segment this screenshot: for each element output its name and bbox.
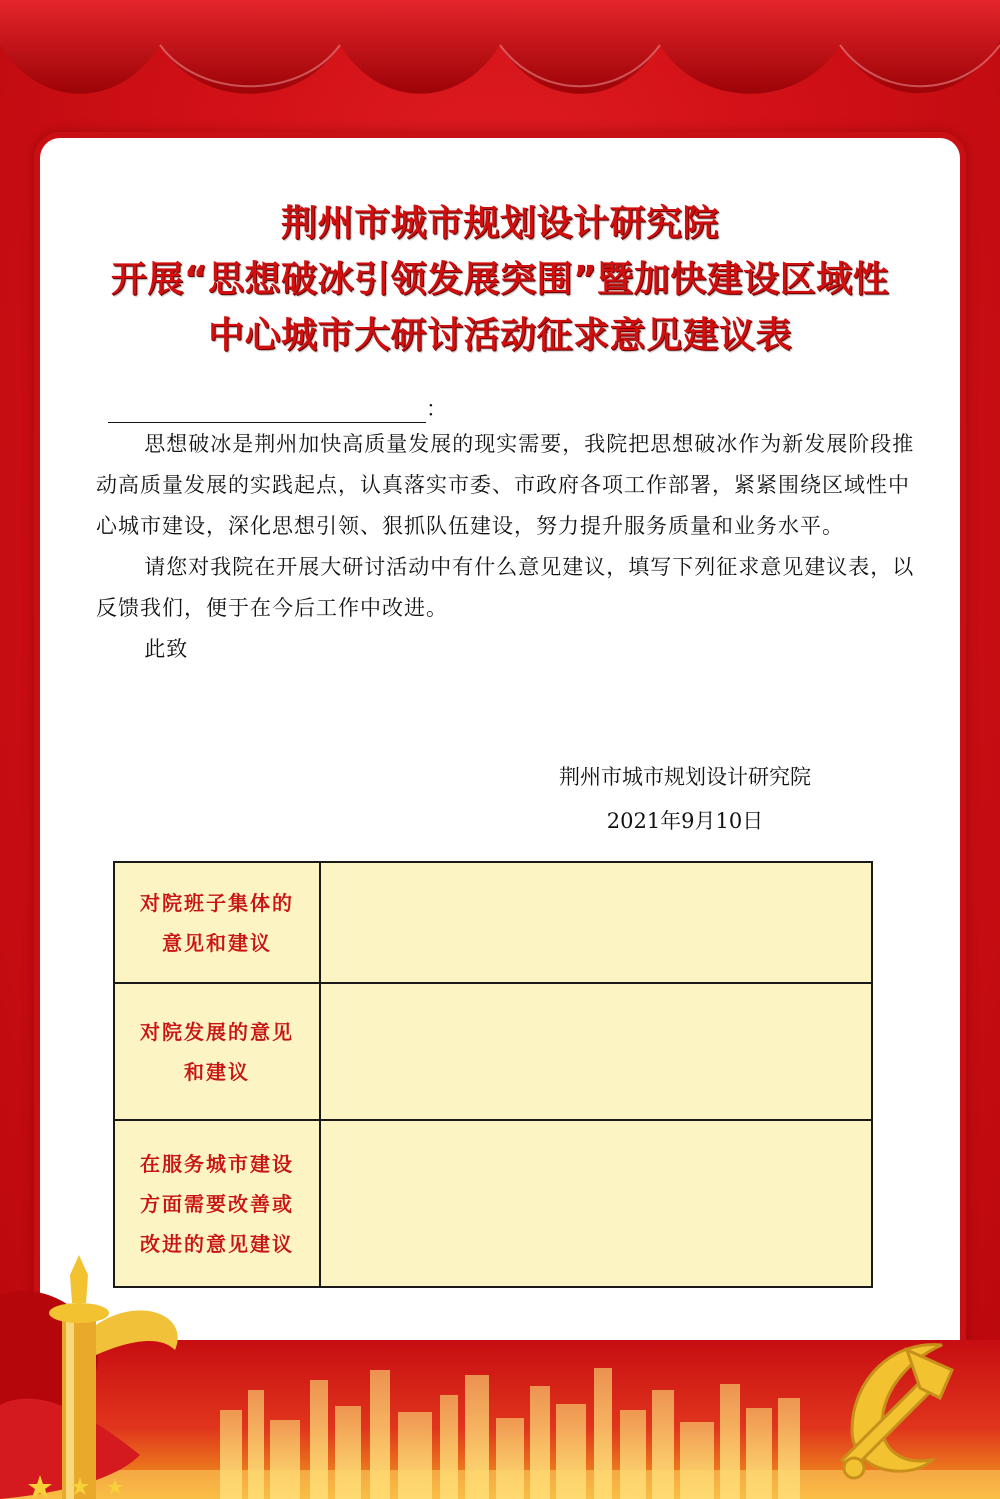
stage-curtain: [0, 0, 1000, 110]
body-paragraph-1: 思想破冰是荆州加快高质量发展的现实需要，我院把思想破冰作为新发展阶段推动高质量发展的实践起点，认真落实市委、市政府各项工作部署，紧紧围绕区域性中心城市建设，深化思想引领、狠抓队伍建设，努力提升服务质量和业务水平。: [96, 432, 915, 538]
label-line: 意见和建议: [162, 930, 272, 955]
form-row-label: [114, 862, 320, 983]
form-row: [114, 862, 872, 983]
signature-block: [540, 755, 830, 843]
closing-salutation: 此致: [144, 637, 189, 661]
form-row-label: [114, 983, 320, 1120]
addressee-underline[interactable]: [108, 404, 426, 423]
page-title: [50, 196, 950, 364]
party-emblem-icon: [812, 1310, 992, 1490]
title-line-1: 荆州市城市规划设计研究院: [280, 203, 719, 244]
title-line-2: 开展“思想破冰引领发展突围”暨加快建设区域性: [110, 259, 890, 300]
suggestion-input-development[interactable]: [320, 983, 872, 1120]
huabiao-pillar: [0, 1255, 210, 1499]
label-line: 方面需要改善或: [140, 1191, 294, 1216]
form-row: [114, 983, 872, 1120]
form-row: [114, 1120, 872, 1287]
addressee-field[interactable]: [108, 393, 447, 421]
label-line: 和建议: [184, 1059, 250, 1084]
feedback-form-table: [113, 861, 873, 1288]
body-paragraph-2: 请您对我院在开展大研讨活动中有什么意见建议，填写下列征求意见建议表，以反馈我们，便于在今后工作中改进。: [96, 555, 915, 620]
label-line: 改进的意见建议: [140, 1231, 294, 1256]
label-line: 对院班子集体的: [140, 890, 294, 915]
label-line: 对院发展的意见: [140, 1019, 294, 1044]
label-line: 在服务城市建设: [140, 1151, 294, 1176]
addressee-colon: ：: [426, 397, 447, 421]
signature-date: 2021年9月10日: [606, 809, 764, 833]
signature-organization: 荆州市城市规划设计研究院: [559, 765, 811, 789]
suggestion-input-leadership[interactable]: [320, 862, 872, 983]
suggestion-input-city-service[interactable]: [320, 1120, 872, 1287]
letter-body: [96, 424, 916, 670]
title-line-3: 中心城市大研讨活动征求意见建议表: [207, 315, 792, 356]
